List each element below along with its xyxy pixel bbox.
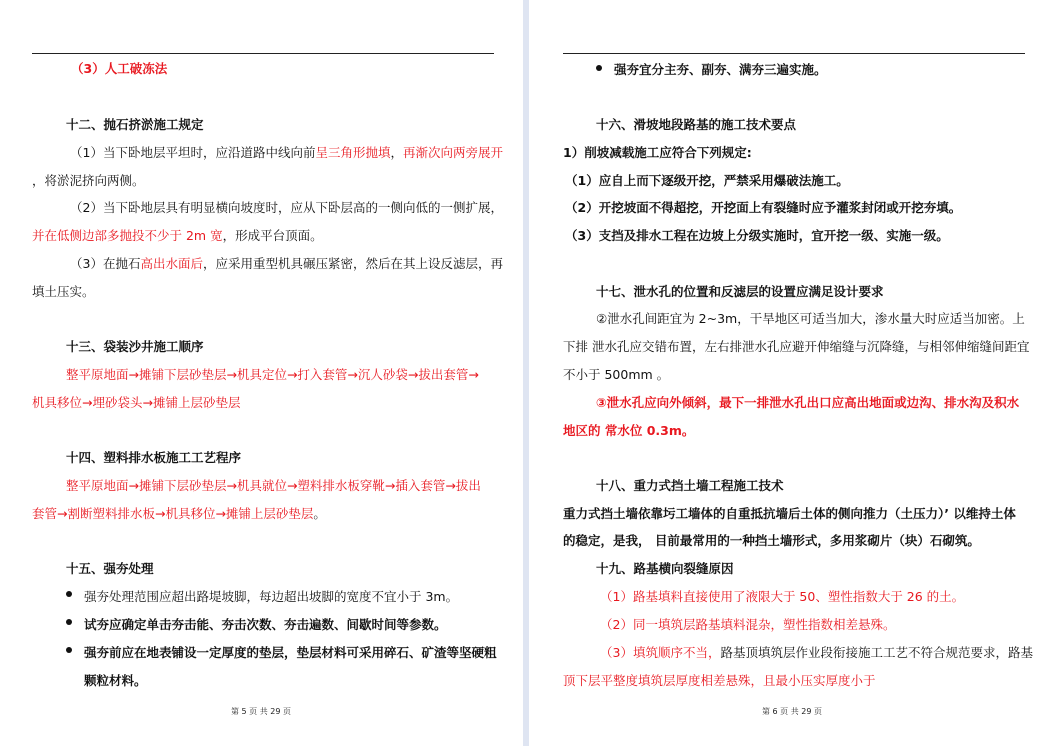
section-12-para-2: （2）当下卧地层具有明显横向坡度时，应从下卧层高的一侧向低的一侧扩展，	[70, 200, 503, 215]
section-15-bullet-1: 强夯处理范围应超出路堤坡脚，每边超出坡脚的宽度不宜小于 3m。	[84, 589, 459, 604]
section-12-para-3-cont: 填土压实。	[32, 284, 95, 299]
section-17-title: 十七、泄水孔的位置和反滤层的设置应满足设计要求	[596, 284, 884, 299]
header-rule	[563, 53, 1025, 54]
section-15-title: 十五、强夯处理	[66, 561, 154, 576]
heading-artificial-thaw: （3）人工破冻法	[71, 61, 168, 76]
section-17-para-2: 下排 泄水孔应交错布置，左右排泄水孔应避开伸缩缝与沉降缝，与相邻伸缩缝间距宜	[563, 339, 1030, 354]
section-18-para-1: 重力式挡土墙依靠圬工墙体的自重抵抗墙后土体的侧向推力（土压力）’ 以维持土体	[563, 506, 1016, 521]
section-12-title: 十二、抛石挤淤施工规定	[66, 117, 204, 132]
top-bullet: 强夯宜分主夯、副夯、满夯三遍实施。	[614, 62, 827, 77]
document-page-6	[529, 0, 1052, 746]
section-16-item-1: （1）应自上而下逐级开挖，严禁采用爆破法施工。	[565, 173, 849, 188]
section-18-title: 十八、重力式挡土墙工程施工技术	[596, 478, 784, 493]
highlight-run: 并在低侧边部多抛投不少于 2m 宽	[32, 228, 223, 243]
bullet-dot	[66, 647, 72, 653]
section-17-para-3: 不小于 500mm 。	[563, 367, 670, 382]
text-run: ，应采用重型机具碾压紧密，然后在其上设反滤层，再	[202, 256, 503, 271]
section-16-item-3: （3）支挡及排水工程在边坡上分级实施时，宜开挖一级、实施一级。	[565, 228, 949, 243]
section-13-steps-2: 机具移位→埋砂袋头→摊铺上层砂垫层	[32, 395, 241, 410]
section-12-para-1	[70, 144, 503, 162]
highlight-run: （3）填筑顺序不当，	[600, 645, 721, 660]
document-page-5	[0, 0, 523, 746]
text-run: ，	[390, 145, 403, 160]
section-15-bullet-2: 试夯应确定单击夯击能、夯击次数、夯击遍数、间歇时间等参数。	[84, 617, 447, 632]
section-14-title: 十四、塑料排水板施工工艺程序	[66, 450, 242, 465]
bullet-dot	[66, 619, 72, 625]
highlight-run: 呈三角形抛填	[315, 145, 391, 160]
section-19-title: 十九、路基横向裂缝原因	[596, 561, 734, 576]
text-run: （1）当下卧地层平坦时，应沿道路中线向前	[70, 145, 316, 160]
bullet-dot	[596, 65, 602, 71]
section-14-steps-2	[32, 505, 326, 523]
section-19-item-3-cont: 顶下层平整度填筑层厚度相差悬殊，且最小压实厚度小于	[563, 673, 876, 688]
section-15-bullet-3: 强夯前应在地表铺设一定厚度的垫层，垫层材料可采用碎石、矿渣等坚硬粗	[84, 645, 497, 660]
text-run: （3）在抛石	[70, 256, 141, 271]
text-run: 。	[313, 506, 326, 521]
header-rule	[32, 53, 494, 54]
section-19-item-3	[600, 644, 1033, 662]
section-19-item-1: （1）路基填料直接使用了液限大于 50、塑性指数大于 26 的土。	[600, 589, 965, 604]
section-14-steps-1: 整平原地面→摊铺下层砂垫层→机具就位→塑料排水板穿靴→插入套管→拔出	[66, 478, 481, 493]
section-17-para-1: ②泄水孔间距宜为 2~3m，干旱地区可适当加大，渗水量大时应适当加密。上	[596, 311, 1025, 326]
section-12-para-2-cont	[32, 227, 323, 245]
section-13-title: 十三、袋装沙井施工顺序	[66, 339, 204, 354]
text-run: 路基顶填筑层作业段衔接施工工艺不符合规范要求，路基	[720, 645, 1033, 660]
page-footer: 第 5 页 共 29 页	[231, 707, 291, 716]
page-footer: 第 6 页 共 29 页	[762, 707, 822, 716]
bullet-dot	[66, 591, 72, 597]
section-13-steps-1: 整平原地面→摊铺下层砂垫层→机具定位→打入套管→沉人砂袋→拔出套管→	[66, 367, 479, 382]
section-16-subhead: 1）削坡减载施工应符合下列规定:	[563, 145, 752, 160]
section-16-title: 十六、滑坡地段路基的施工技术要点	[596, 117, 797, 132]
text-run: ，形成平台顶面。	[222, 228, 323, 243]
section-18-para-2: 的稳定，是我， 目前最常用的一种挡土墙形式，多用浆砌片（块）石砌筑。	[563, 533, 980, 548]
section-17-highlight-1: ③泄水孔应向外倾斜，最下一排泄水孔出口应高出地面或边沟、排水沟及积水	[596, 395, 1020, 410]
section-16-item-2: （2）开挖坡面不得超挖，开挖面上有裂缝时应予灌浆封闭或开挖夯填。	[565, 200, 962, 215]
highlight-run: 套管→割断塑料排水板→机具移位→摊铺上层砂垫层	[32, 506, 314, 521]
section-12-para-1-cont: ，将淤泥挤向两侧。	[32, 173, 145, 188]
section-19-item-2: （2）同一填筑层路基填料混杂，塑性指数相差悬殊。	[600, 617, 896, 632]
section-17-highlight-2: 地区的 常水位 0.3m。	[563, 423, 695, 438]
highlight-run: 高出水面后	[140, 256, 203, 271]
section-15-bullet-3-cont: 颗粒材料。	[84, 673, 147, 688]
section-12-para-3	[70, 255, 503, 273]
highlight-run: 再渐次向两旁展开	[403, 145, 504, 160]
